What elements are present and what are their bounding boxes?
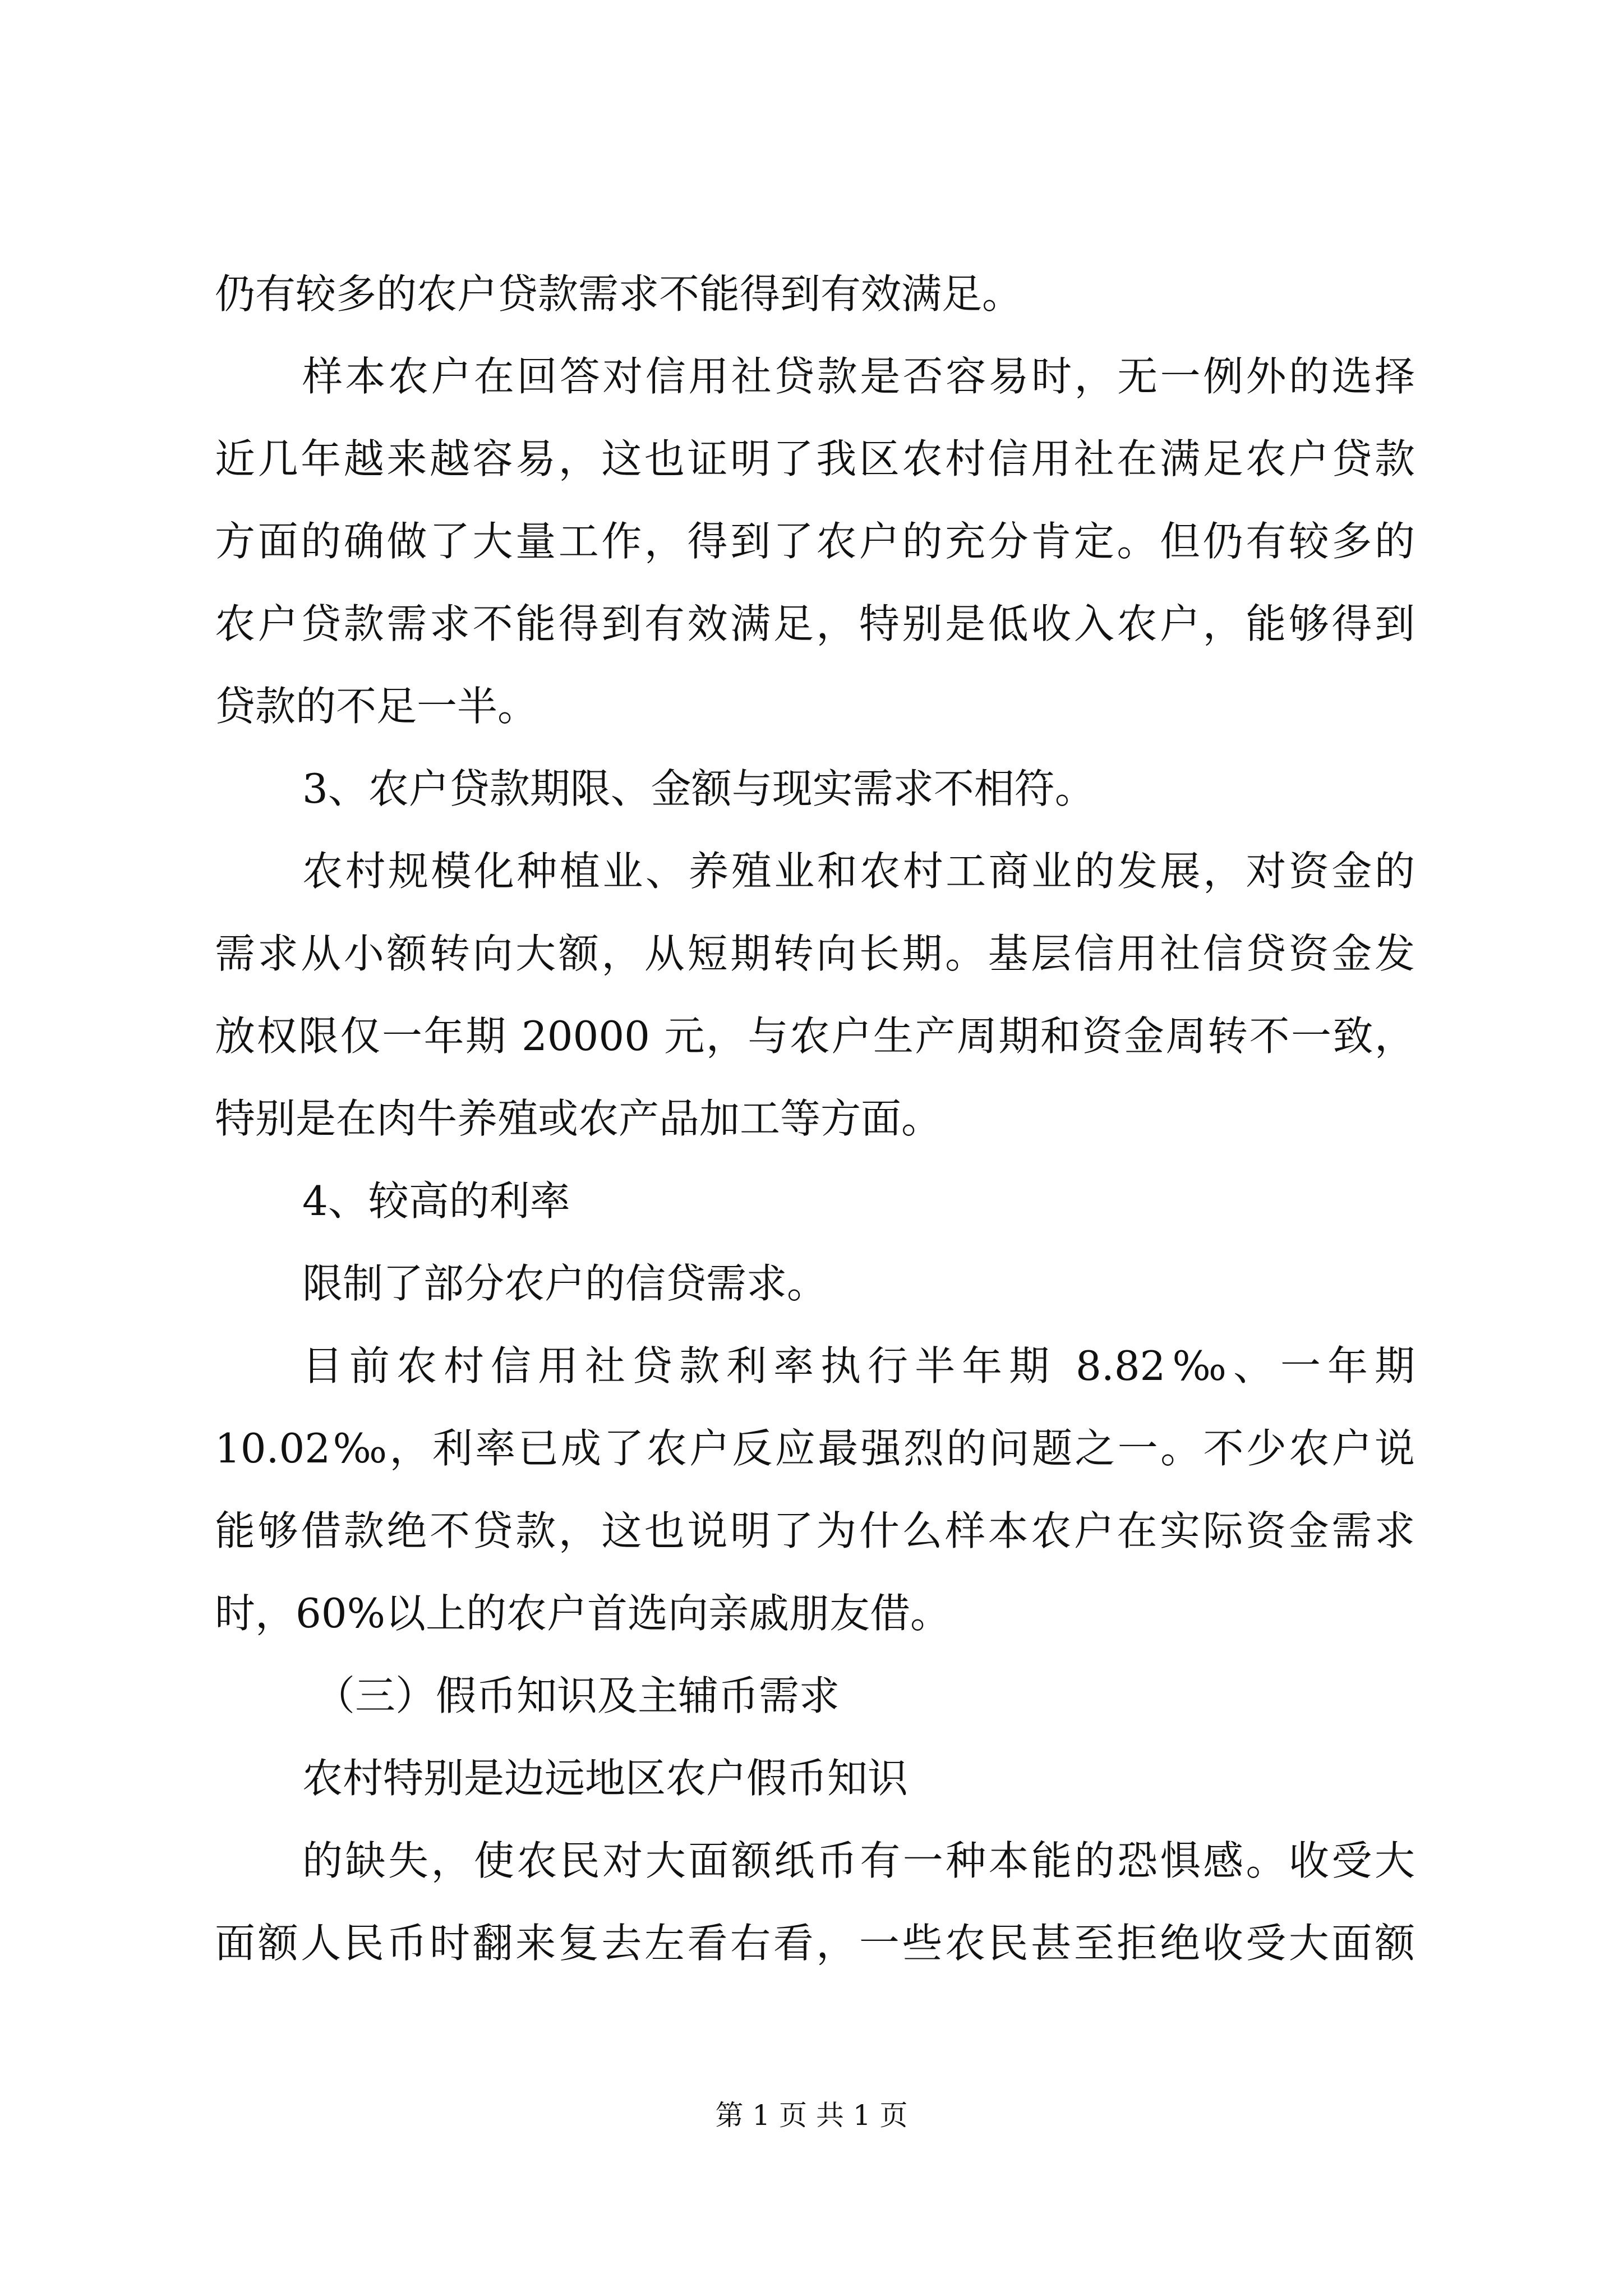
text-line: 时，60%以上的农户首选向亲戚朋友借。 — [215, 1590, 951, 1637]
paragraph-line: 限制了部分农户的信贷需求。 — [302, 1260, 828, 1307]
paragraph-start-line: 样本农户在回答对信用社贷款是否容易时，无一例外的选择 — [302, 353, 1415, 400]
section-heading: （三）假币知识及主辅币需求 — [315, 1672, 840, 1719]
text-line: 需求从小额转向大额，从短期转向长期。基层信用社信贷资金发 — [215, 930, 1415, 977]
text-line: 面额人民币时翻来复去左看右看，一些农民甚至拒绝收受大面额 — [215, 1920, 1415, 1967]
paragraph-line: 农村特别是边远地区农户假币知识 — [302, 1755, 909, 1802]
document-body — [215, 253, 1415, 1985]
text-line: 特别是在肉牛养殖或农产品加工等方面。 — [215, 1095, 942, 1142]
section-heading: 3、农户贷款期限、金额与现实需求不相符。 — [302, 765, 1095, 812]
text-line: 10.02‰，利率已成了农户反应最强烈的问题之一。不少农户说 — [215, 1425, 1415, 1472]
paragraph-start-line: 的缺失，使农民对大面额纸币有一种本能的恐惧感。收受大 — [302, 1837, 1415, 1884]
text-line: 能够借款绝不贷款，这也说明了为什么样本农户在实际资金需求 — [215, 1507, 1415, 1554]
page-number-footer: 第 1 页 共 1 页 — [715, 2099, 908, 2132]
text-line: 贷款的不足一半。 — [215, 683, 538, 730]
text-line: 仍有较多的农户贷款需求不能得到有效满足。 — [215, 270, 1023, 318]
text-line: 农户贷款需求不能得到有效满足，特别是低收入农户，能够得到 — [215, 600, 1415, 647]
text-line: 方面的确做了大量工作，得到了农户的充分肯定。但仍有较多的 — [215, 518, 1415, 565]
text-line: 放权限仅一年期 20000 元，与农户生产周期和资金周转不一致， — [215, 1013, 1415, 1060]
section-heading: 4、较高的利率 — [302, 1177, 570, 1225]
paragraph-start-line: 农村规模化种植业、养殖业和农村工商业的发展，对资金的 — [302, 848, 1415, 895]
paragraph-start-line: 目前农村信用社贷款利率执行半年期 8.82‰、一年期 — [302, 1342, 1415, 1389]
text-line: 近几年越来越容易，这也证明了我区农村信用社在满足农户贷款 — [215, 435, 1415, 482]
